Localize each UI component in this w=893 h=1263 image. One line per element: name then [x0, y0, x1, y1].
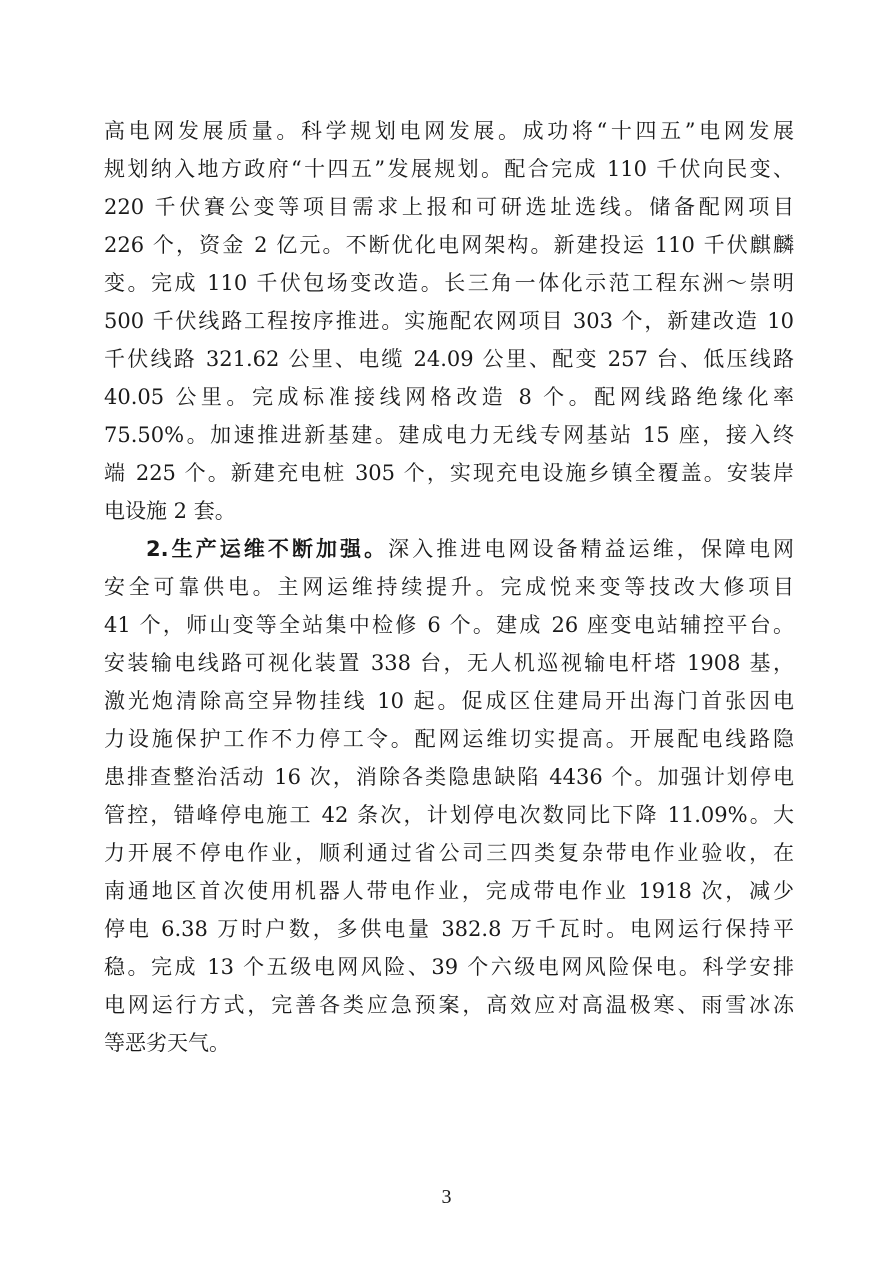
text-line: 患排查整治活动 16 次，消除各类隐患缺陷 4436 个。加强计划停电 [104, 765, 794, 789]
text-line: 南通地区首次使用机器人带电作业，完成带电作业 1918 次，减少 [104, 879, 794, 903]
text-line: 41 个，师山变等全站集中检修 6 个。建成 26 座变电站辅控平台。 [104, 613, 794, 637]
text-line: 500 千伏线路工程按序推进。实施配农网项目 303 个，新建改造 10 [104, 309, 794, 333]
text-line: 端 225 个。新建充电桩 305 个，实现充电设施乡镇全覆盖。安装岸 [104, 461, 794, 485]
text-span: 深入推进电网设备精益运维，保障电网 [388, 537, 795, 561]
text-line: 力开展不停电作业，顺利通过省公司三四类复杂带电作业验收，在 [104, 841, 794, 865]
text-line: 管控，错峰停电施工 42 条次，计划停电次数同比下降 11.09%。大 [104, 803, 794, 827]
text-line: 激光炮清除高空异物挂线 10 起。促成区住建局开出海门首张因电 [104, 689, 794, 713]
text-line: 稳。完成 13 个五级电网风险、39 个六级电网风险保电。科学安排 [104, 955, 794, 979]
text-line: 规划纳入地方政府“十四五”发展规划。配合完成 110 千伏向民变、 [104, 157, 794, 181]
text-line: 千伏线路 321.62 公里、电缆 24.09 公里、配变 257 台、低压线路 [104, 347, 794, 371]
text-line: 安全可靠供电。主网运维持续提升。完成悦来变等技改大修项目 [104, 575, 794, 599]
text-line: 停电 6.38 万时户数，多供电量 382.8 万千瓦时。电网运行保持平 [104, 917, 794, 941]
text-line: 等恶劣天气。 [104, 1031, 230, 1055]
body-text [104, 112, 794, 1062]
text-line: 变。完成 110 千伏包场变改造。长三角一体化示范工程东洲～崇明 [104, 271, 794, 295]
text-line: 226 个，资金 2 亿元。不断优化电网架构。新建投运 110 千伏麒麟 [104, 233, 794, 257]
text-line: 220 千伏賽公变等项目需求上报和可研选址选线。储备配网项目 [104, 195, 794, 219]
text-line: 40.05 公里。完成标准接线网格改造 8 个。配网线路绝缘化率 [104, 385, 794, 409]
text-line: 电设施 2 套。 [104, 499, 236, 523]
text-line: 安装输电线路可视化装置 338 台，无人机巡视输电杆塔 1908 基， [104, 651, 794, 675]
paragraph-2 [104, 530, 794, 1062]
paragraph-1 [104, 112, 794, 530]
text-line: 力设施保护工作不力停工令。配网运维切实提高。开展配电线路隐 [104, 727, 794, 751]
page-number: 3 [441, 1186, 452, 1208]
paragraph-2-first-line [104, 530, 794, 568]
text-line: 75.50%。加速推进新基建。建成电力无线专网基站 15 座，接入终 [104, 423, 794, 447]
text-line: 电网运行方式，完善各类应急预案，高效应对高温极寒、雨雪冰冻 [104, 993, 794, 1017]
text-line: 高电网发展质量。科学规划电网发展。成功将“十四五”电网发展 [104, 119, 794, 143]
section-heading: 2.生产运维不断加强。 [146, 537, 389, 561]
